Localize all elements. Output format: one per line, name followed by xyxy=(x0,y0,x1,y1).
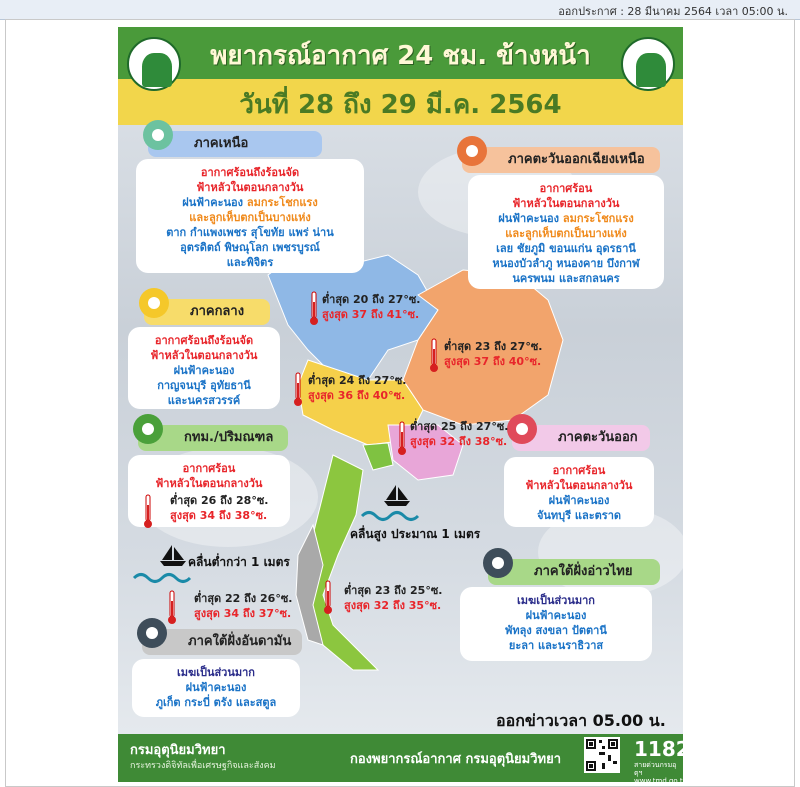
boat-icon xyxy=(380,483,414,509)
hotline-number: 1182 xyxy=(634,737,690,761)
hotline-caption: สายด่วนกรมอุตุฯ www.tmd.go.th xyxy=(634,761,687,785)
thermometer-icon xyxy=(310,292,318,326)
footer-ministry: กระทรวงดิจิทัลเพื่อเศรษฐกิจและสังคม xyxy=(130,761,276,771)
south-gulf-forecast-bubble: เมฆเป็นส่วนมาก ฝนฟ้าคะนอง พัทลุง สงขลา ปัตตานี ยะลา และนราธิวาส xyxy=(460,587,652,661)
thermometer-icon xyxy=(294,373,302,407)
location-pin-icon xyxy=(480,547,520,587)
map-region-bangkok xyxy=(363,443,393,470)
location-pin-icon xyxy=(140,119,180,159)
central-forecast-bubble: อากาศร้อนถึงร้อนจัด ฟ้าหลัวในตอนกลางวัน ฝนฟ้าคะนอง กาญจนบุรี อุทัยธานี และนครสวรรค์ xyxy=(128,327,280,409)
region-tab-east: ภาคตะวันออก xyxy=(512,425,650,451)
location-pin-icon xyxy=(134,617,174,657)
footer-division: กองพยากรณ์อากาศ กรมอุตุนิยมวิทยา xyxy=(350,752,562,767)
boat-icon xyxy=(156,543,190,569)
central-temperature: ต่ำสุด 24 ถึง 27°ซ. สูงสุด 36 ถึง 40°ซ. xyxy=(308,374,407,402)
wave-icon xyxy=(362,509,422,523)
top-announcement-bar xyxy=(0,0,800,20)
location-pin-icon xyxy=(130,413,170,453)
issued-time: ออกข่าวเวลา 05.00 น. xyxy=(496,711,666,730)
location-pin-icon xyxy=(504,413,544,453)
andaman-wave-height: คลื่นต่ำกว่า 1 เมตร xyxy=(188,555,290,569)
wave-icon xyxy=(134,571,194,585)
north-forecast-bubble: อากาศร้อนถึงร้อนจัด ฟ้าหลัวในตอนกลางวัน ฝนฟ้าคะนอง ลมกระโชกแรง และลูกเห็บตกเป็นบางแห่ง ตาก กำแพงเพชร สุโขทัย แพร่ น่าน อุตรดิตถ์ พิษณุโลก เพชรบูรณ์ และพิจิตร xyxy=(136,159,364,273)
region-tab-south-gulf: ภาคใต้ฝั่งอ่าวไทย xyxy=(488,559,660,585)
south-andaman-forecast-bubble: เมฆเป็นส่วนมาก ฝนฟ้าคะนอง ภูเก็ต กระบี่ ตรัง และสตูล xyxy=(132,659,300,717)
east-forecast-bubble: อากาศร้อน ฟ้าหลัวในตอนกลางวัน ฝนฟ้าคะนอง จันทบุรี และตราด xyxy=(504,457,654,527)
gulf-wave-height: คลื่นสูง ประมาณ 1 เมตร xyxy=(350,527,481,541)
tmd-logo-left xyxy=(124,31,180,111)
north-temperature: ต่ำสุด 20 ถึง 27°ซ. สูงสุด 37 ถึง 41°ซ. xyxy=(322,293,421,321)
location-pin-icon xyxy=(136,287,176,327)
northeast-forecast-bubble: อากาศร้อน ฟ้าหลัวในตอนกลางวัน ฝนฟ้าคะนอง ลมกระโชกแรง และลูกเห็บตกเป็นบางแห่ง เลย ชัยภูมิ ขอนแก่น อุดรธานี หนองบัวลำภู หนองคาย บึงกาฬ นครพนม และสกลนคร xyxy=(468,175,664,289)
footer-org-name: กรมอุตุนิยมวิทยา xyxy=(130,743,226,758)
poster-title: พยากรณ์อากาศ 24 ชม. ข้างหน้า xyxy=(210,41,591,71)
announcement-text: ออกประกาศ : 28 มีนาคม 2564 เวลา 05:00 น. xyxy=(558,5,788,18)
poster-date: วันที่ 28 ถึง 29 มี.ค. 2564 xyxy=(239,90,562,120)
region-tab-bangkok: กทม./ปริมณฑล xyxy=(138,425,288,451)
weather-poster xyxy=(118,27,690,785)
location-pin-icon xyxy=(454,135,494,175)
region-tab-south-andaman: ภาคใต้ฝั่งอันดามัน xyxy=(142,629,302,655)
tmd-logo-right xyxy=(618,31,674,111)
thermometer-icon xyxy=(430,339,438,373)
bangkok-forecast-bubble: อากาศร้อน ฟ้าหลัวในตอนกลางวัน xyxy=(128,455,290,527)
south-gulf-temperature: ต่ำสุด 23 ถึง 25°ซ. สูงสุด 32 ถึง 35°ซ. xyxy=(344,584,443,612)
thermometer-icon xyxy=(144,495,152,529)
bangkok-temperature: ต่ำสุด 26 ถึง 28°ซ. สูงสุด 34 ถึง 38°ซ. xyxy=(170,494,269,522)
region-tab-central: ภาคกลาง xyxy=(144,299,270,325)
thermometer-icon xyxy=(398,422,406,456)
south-andaman-temperature: ต่ำสุด 22 ถึง 26°ซ. สูงสุด 34 ถึง 37°ซ. xyxy=(194,592,293,620)
northeast-temperature: ต่ำสุด 23 ถึง 27°ซ. สูงสุด 37 ถึง 40°ซ. xyxy=(444,340,543,368)
east-temperature: ต่ำสุด 25 ถึง 27°ซ. สูงสุด 32 ถึง 38°ซ. xyxy=(410,420,509,448)
region-tab-northeast: ภาคตะวันออกเฉียงเหนือ xyxy=(462,147,660,173)
thermometer-icon xyxy=(324,581,332,615)
qr-code-icon xyxy=(584,737,620,773)
region-tab-north: ภาคเหนือ xyxy=(148,131,322,157)
